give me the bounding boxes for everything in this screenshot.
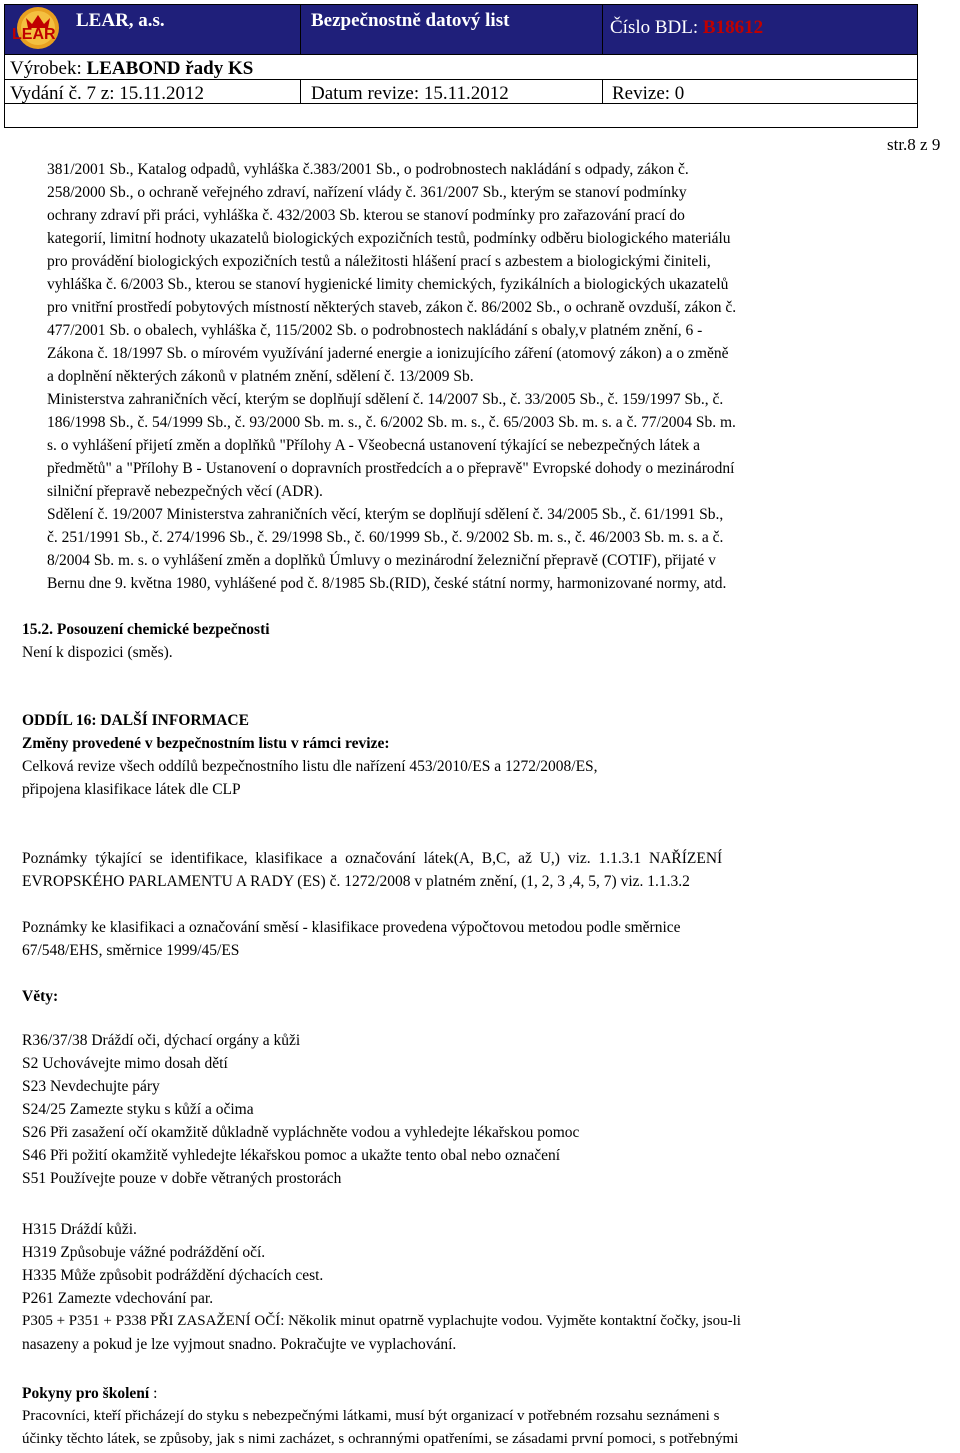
legislation-line: Zákona č. 18/1997 Sb. o mírovém využívání jaderné energie a ionizujícího záření (atomový zákon) a o změně	[47, 345, 729, 362]
legislation-line: 186/1998 Sb., č. 54/1999 Sb., č. 93/2000 Sb. m. s., č. 6/2002 Sb. m. s., č. 65/2003 Sb. m. s. a č. 77/2004 Sb. m.	[47, 414, 736, 431]
section-16-heading: ODDÍL 16: DALŠÍ INFORMACE	[22, 712, 249, 729]
training-line: Pracovníci, kteří přicházejí do styku s nebezpečnými látkami, musí být organizací v potřebném rozsahu seznámeni s	[22, 1408, 720, 1424]
r-s-phrase: S51 Používejte pouze v dobře větraných prostorách	[22, 1170, 342, 1187]
bdl-label: Číslo BDL:	[610, 17, 699, 38]
r-s-phrase: S23 Nevdechujte páry	[22, 1078, 160, 1095]
h-p-phrase: P261 Zamezte vdechování par.	[22, 1290, 214, 1307]
h-p-phrase: H315 Dráždí kůži.	[22, 1221, 137, 1238]
r-s-phrase: S2 Uchovávejte mimo dosah dětí	[22, 1055, 228, 1072]
changes-heading: Změny provedené v bezpečnostním listu v rámci revize:	[22, 735, 390, 752]
h-p-phrase: H335 Může způsobit podráždění dýchacích cest.	[22, 1267, 324, 1284]
legislation-line: 477/2001 Sb. o obalech, vyhláška č, 115/2002 Sb. o podrobnostech nakládání s obaly,v platném znění, 6 -	[47, 322, 703, 339]
legislation-line: silniční přepravě nebezpečných věcí (ADR).	[47, 483, 323, 500]
notes-identification-line: Poznámky týkající se identifikace, klasifikace a označování látek(A, B,C, až U,) viz. 1.1.3.1 NAŘÍZENÍ	[22, 850, 723, 867]
legislation-line: 8/2004 Sb. m. s. o vyhlášení změn a doplňků Úmluvy o mezinárodní železniční přepravě (COTIF), přijaté v	[47, 552, 716, 569]
legislation-line: pro vnitřní prostředí pobytových místností některých staveb, zákon č. 86/2002 Sb., o ochraně ovzduší, zákon č.	[47, 299, 737, 316]
legislation-line: předmětů" a "Přílohy B - Ustanovení o dopravních prostředcích a o přepravě" Evropské dohody o mezinárodní	[47, 460, 735, 477]
issue-date: Vydání č. 7 z: 15.11.2012	[10, 83, 205, 104]
legislation-line: vyhláška č. 6/2003 Sb., kterou se stanoví hygienické limity chemických, fyzikálních a biologických ukazatelů	[47, 276, 729, 293]
changes-line: Celková revize všech oddílů bezpečnostního listu dle nařízení 453/2010/ES a 1272/2008/ES,	[22, 758, 598, 775]
r-s-phrase: S24/25 Zamezte styku s kůží a očima	[22, 1101, 254, 1118]
section-15-2-heading: 15.2. Posouzení chemické bezpečnosti	[22, 621, 270, 638]
legislation-line: Bernu dne 9. května 1980, vyhlášené pod č. 8/1985 Sb.(RID), české státní normy, harmonizované normy, atd.	[47, 575, 727, 592]
legislation-line: kategorií, limitní hodnoty ukazatelů biologických expozičních testů, podmínky odběru biologického materiálu	[47, 230, 731, 247]
phrases-heading: Věty:	[22, 988, 59, 1005]
notes-classification-line: 67/548/EHS, směrnice 1999/45/ES	[22, 942, 240, 959]
legislation-line: Sdělení č. 19/2007 Ministerstva zahraničních věcí, kterým se doplňují sdělení č. 34/2005 Sb., č. 61/1991 Sb.,	[47, 506, 724, 523]
legislation-line: pro provádění biologických expozičních testů a náležitosti hlášení prací s azbestem a biologickými činiteli,	[47, 253, 711, 270]
bdl-value: B18612	[702, 17, 764, 38]
lear-logo	[6, 6, 70, 50]
revision-number: Revize: 0	[612, 83, 685, 104]
legislation-line: 258/2000 Sb., o ochraně veřejného zdraví, nařízení vlády č. 361/2007 Sb., kterým se stanoví podmínky	[47, 184, 687, 201]
r-s-phrase: S26 Při zasažení očí okamžitě důkladně vypláchněte vodou a vyhledejte lékařskou pomoc	[22, 1124, 580, 1141]
product-row	[10, 58, 253, 80]
legislation-line: Ministerstva zahraničních věcí, kterým se doplňují sdělení č. 14/2007 Sb., č. 33/2005 Sb., č. 159/1997 Sb., č.	[47, 391, 724, 408]
page-number: str.8 z 9	[887, 135, 941, 154]
notes-classification-line: Poznámky ke klasifikaci a označování směsí - klasifikace provedena výpočtovou metodou podle směrnice	[22, 919, 681, 936]
company-name: LEAR, a.s.	[76, 10, 165, 31]
document-header	[0, 0, 920, 130]
doc-title: Bezpečnostně datový list	[311, 10, 510, 31]
legislation-line: ochrany zdraví při práci, vyhláška č. 432/2003 Sb. kterou se stanoví podmínky pro zařazování prací do	[47, 207, 685, 224]
training-heading: Pokyny pro školení	[22, 1385, 150, 1402]
product-name: LEABOND řady KS	[86, 58, 254, 79]
legislation-line: s. o vyhlášení přijetí změn a doplňků "Přílohy A - Všeobecná ustanovení týkající se nebezpečných látek a	[47, 437, 700, 454]
legislation-line: č. 251/1991 Sb., č. 274/1996 Sb., č. 29/1998 Sb., č. 60/1999 Sb., č. 9/2002 Sb. m. s., č. 46/2003 Sb. m. s. a č.	[47, 529, 724, 546]
training-line: účinky těchto látek, se způsoby, jak s nimi zacházet, s ochrannými opatřeními, se zásadami první pomoci, s potřebnými	[22, 1431, 739, 1447]
changes-line: připojena klasifikace látek dle CLP	[22, 781, 241, 798]
h-p-phrase: P305 + P351 + P338 PŘI ZASAŽENÍ OČÍ: Několik minut opatrně vyplachujte vodou. Vyjměte kontaktní čočky, jsou-li	[22, 1313, 741, 1329]
legislation-line: a doplnění některých zákonů v platném znění, sdělení č. 13/2009 Sb.	[47, 368, 474, 385]
r-s-phrase: R36/37/38 Dráždí oči, dýchací orgány a kůži	[22, 1032, 301, 1049]
r-s-phrase: S46 Při požití okamžitě vyhledejte lékařskou pomoc a ukažte tento obal nebo označení	[22, 1147, 561, 1164]
product-label: Výrobek:	[10, 58, 82, 79]
training-colon: :	[149, 1385, 158, 1402]
training-heading-row	[22, 1384, 157, 1403]
h-p-phrase: nasazeny a pokud je lze vyjmout snadno. Pokračujte ve vyplachování.	[22, 1336, 457, 1353]
h-p-phrase: H319 Způsobuje vážné podráždění očí.	[22, 1244, 266, 1261]
logo-text: LEAR	[12, 26, 56, 43]
legislation-line: 381/2001 Sb., Katalog odpadů, vyhláška č.383/2001 Sb., o podrobnostech nakládání s odpady, zákon č.	[47, 161, 689, 178]
section-15-2-text: Není k dispozici (směs).	[22, 644, 173, 661]
bdl-number	[610, 17, 763, 39]
notes-identification-line: EVROPSKÉHO PARLAMENTU A RADY (ES) č. 1272/2008 v platném znění, (1, 2, 3 ,4, 5, 7) viz. 1.1.3.2	[22, 873, 690, 890]
revision-date: Datum revize: 15.11.2012	[311, 83, 509, 104]
